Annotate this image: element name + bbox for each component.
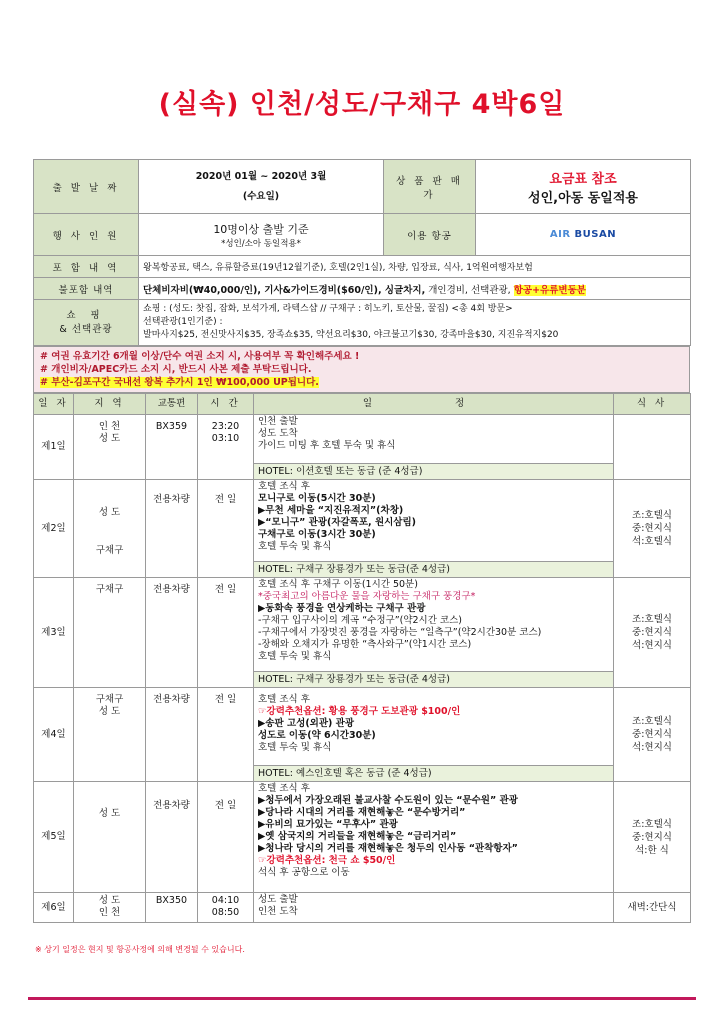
included-label: 포 함 내 역 bbox=[34, 256, 139, 278]
notice-box bbox=[33, 346, 690, 393]
footnote: ※ 상기 일정은 현지 및 항공사정에 의해 변경될 수 있습니다. bbox=[35, 945, 245, 954]
tour-sheet bbox=[33, 159, 690, 923]
day-label: 제4일 bbox=[34, 688, 74, 782]
day-hotel: HOTEL: 예스인호텔 혹은 동급 (준 4성급) bbox=[254, 766, 614, 782]
itinerary-header bbox=[34, 394, 691, 415]
day-meals bbox=[614, 415, 691, 480]
airline-logo bbox=[476, 214, 691, 256]
day-label: 제6일 bbox=[34, 893, 74, 923]
day-activities: 성도 출발 인천 도착 bbox=[254, 893, 614, 923]
col-day: 일 자 bbox=[34, 394, 74, 415]
shopping-label-line1: 쇼 핑 bbox=[66, 309, 106, 321]
day-label: 제5일 bbox=[34, 782, 74, 893]
price-label: 상 품 판 매 가 bbox=[384, 160, 476, 214]
day-time: 전 일 bbox=[198, 782, 254, 893]
departure-value bbox=[139, 160, 384, 214]
day-region: 성 도 bbox=[74, 782, 146, 893]
day-label: 제3일 bbox=[34, 578, 74, 688]
airline-label: 이용 항공 bbox=[384, 214, 476, 256]
shopping-label bbox=[34, 300, 139, 346]
departure-weekday: (수요일) bbox=[242, 190, 280, 202]
day-time: 23:20 03:10 bbox=[198, 415, 254, 480]
day-transport: 전용차량 bbox=[146, 480, 198, 578]
day-label: 제2일 bbox=[34, 480, 74, 578]
day-time: 04:10 08:50 bbox=[198, 893, 254, 923]
col-schedule: 일 정 bbox=[254, 394, 614, 415]
day6-row bbox=[34, 893, 691, 923]
day4-row bbox=[34, 688, 691, 766]
day5-row bbox=[34, 782, 691, 893]
option-heading: 선택관광(1인기준) : bbox=[143, 317, 223, 327]
shopping-label-line2: & 선택관광 bbox=[59, 323, 113, 335]
day1-row bbox=[34, 415, 691, 464]
price-reference: 요금표 참조 bbox=[549, 171, 617, 187]
group-min: 10명이상 출발 기준 bbox=[213, 222, 309, 236]
day-activities: 호텔 조식 후 구채구 이동(1시간 50분) *중국최고의 아름다운 물을 자랑하는 구채구 풍경구* ▶동화속 풍경을 연상케하는 구채구 관광 -구채구 입구사이의 계곡 “수정구”(약2시간 코스) -구채구에서 가장멋진 풍경을 자랑하는 “일측구”(약2시간30분 코스) -장해와 오채지가 유명한 “측사와구”(약1시간 코스) 호텔 투숙 및 휴식 bbox=[254, 578, 614, 672]
day-meals: 조:호텔식 중:현지식 석:호텔식 bbox=[614, 480, 691, 578]
day-activities: 호텔 조식 후 모니구로 이동(5시간 30분) ▶무천 세마을 “지진유적지”(차창) ▶“모니구” 관광(자갈폭포, 원시삼림) 구채구로 이동(3시간 30분) 호텔 투숙 및 휴식 bbox=[254, 480, 614, 562]
day-hotel: HOTEL: 구채구 장룡경가 또는 동급(준 4성급) bbox=[254, 562, 614, 578]
notice-domestic: # 부산-김포구간 국내선 왕복 추가시 1인 ₩100,000 UP됩니다. bbox=[40, 377, 319, 388]
excluded-value bbox=[139, 278, 691, 300]
shopping-list: 쇼핑 : (성도: 찻집, 잡화, 보석가게, 라텍스샵 // 구채구 : 히노키, 토산물, 꿀집) <총 4회 방문> bbox=[143, 304, 513, 314]
day-meals: 새벽:간단식 bbox=[614, 893, 691, 923]
day-meals: 조:호텔식 중:현지식 석:한 식 bbox=[614, 782, 691, 893]
day-activities: 호텔 조식 후 ▶청두에서 가장오래된 불교사찰 수도원이 있는 “문수원” 관광 ▶당나라 시대의 거리를 재현해놓은 “문수방거리” ▶유비의 묘가있는 “무후사” 관광 ▶옛 삼국지의 거리들을 재현해놓은 “금리거리” ▶청나라 당시의 거리를 재현해놓은 청두의 인사동 “관착항자” ☞강력추천옵션: 천극 쇼 $50/인 석식 후 공항으로 이동 bbox=[254, 782, 614, 893]
excluded-rest: 개인경비, 선택관광, bbox=[425, 284, 514, 296]
day-time: 전 일 bbox=[198, 688, 254, 782]
air-busan-logo: AIR BUSAN bbox=[549, 229, 617, 240]
price-note: 성인,아동 동일적용 bbox=[528, 190, 638, 206]
day-region: 성 도 구채구 bbox=[74, 480, 146, 578]
day-transport: 전용차량 bbox=[146, 782, 198, 893]
notice-passport: # 여권 유효기간 6개월 이상/단수 여권 소지 시, 사용여부 꼭 확인해주세요 ! bbox=[40, 351, 360, 362]
day-transport: BX359 bbox=[146, 415, 198, 480]
col-region: 지 역 bbox=[74, 394, 146, 415]
option-list: 발마사지$25, 전신맛사지$35, 장족쇼$35, 약선요리$30, 야크불고기$30, 강족마을$30, 지진유적지$20 bbox=[143, 330, 559, 340]
price-value bbox=[476, 160, 691, 214]
day2-row bbox=[34, 480, 691, 562]
day-region: 구채구 bbox=[74, 578, 146, 688]
day-label: 제1일 bbox=[34, 415, 74, 480]
day-activities: 호텔 조식 후 ☞강력추천옵션: 황용 풍경구 도보관광 $100/인 ▶송판 고성(외관) 관광 성도로 이동(약 6시간30분) 호텔 투숙 및 휴식 bbox=[254, 688, 614, 766]
col-time: 시 간 bbox=[198, 394, 254, 415]
notice-visa: # 개인비자/APEC카드 소지 시, 반드시 사본 제출 부탁드립니다. bbox=[40, 364, 312, 375]
day-region: 구채구 성 도 bbox=[74, 688, 146, 782]
day-meals: 조:호텔식 중:현지식 석:현지식 bbox=[614, 578, 691, 688]
page-title: (실속) 인천/성도/구채구 4박6일 bbox=[158, 89, 566, 120]
day-time: 전 일 bbox=[198, 480, 254, 578]
day-hotel: HOTEL: 이션호텔 또는 동급 (준 4성급) bbox=[254, 464, 614, 480]
day3-row bbox=[34, 578, 691, 672]
col-transport: 교통편 bbox=[146, 394, 198, 415]
footer-rule bbox=[28, 997, 696, 1000]
day-hotel: HOTEL: 구채구 장룡경가 또는 동급(준 4성급) bbox=[254, 672, 614, 688]
info-table bbox=[33, 159, 691, 346]
group-label: 행 사 인 원 bbox=[34, 214, 139, 256]
excluded-label: 불포함 내역 bbox=[34, 278, 139, 300]
day-time: 전 일 bbox=[198, 578, 254, 688]
day-transport: BX350 bbox=[146, 893, 198, 923]
group-value bbox=[139, 214, 384, 256]
day-transport: 전용차량 bbox=[146, 578, 198, 688]
day-transport: 전용차량 bbox=[146, 688, 198, 782]
departure-range: 2020년 01월 ~ 2020년 3월 bbox=[195, 170, 327, 182]
itinerary-table bbox=[33, 393, 691, 923]
excluded-highlight: 항공+유류변동분 bbox=[513, 284, 586, 296]
included-value: 왕복항공료, 택스, 유류할증료(19년12월기준), 호텔(2인1실), 차량, 입장료, 식사, 1억원여행자보험 bbox=[139, 256, 691, 278]
day-meals: 조:호텔식 중:현지식 석:현지식 bbox=[614, 688, 691, 782]
col-meal: 식 사 bbox=[614, 394, 691, 415]
shopping-value bbox=[139, 300, 691, 346]
day-region: 인 천 성 도 bbox=[74, 415, 146, 480]
day-region: 성 도 인 천 bbox=[74, 893, 146, 923]
excluded-main: 단체비자비(₩40,000/인), 기사&가이드경비($60/인), 싱글차지, bbox=[143, 284, 426, 296]
departure-label: 출 발 날 짜 bbox=[34, 160, 139, 214]
day-activities: 인천 출발 성도 도착 가이드 미팅 후 호텔 투숙 및 휴식 bbox=[254, 415, 614, 464]
group-note: *성인/소아 동일적용* bbox=[221, 238, 301, 249]
